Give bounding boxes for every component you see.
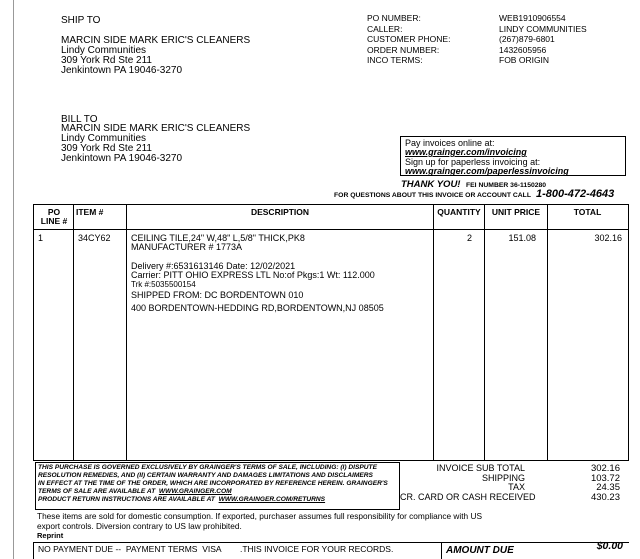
- description-line: 400 BORDENTOWN-HEDDING RD,BORDENTOWN,NJ 08505: [131, 302, 384, 313]
- customer-phone-label: CUSTOMER PHONE:: [367, 34, 451, 44]
- row-quantity: 2: [466, 233, 472, 243]
- col-rule: [433, 204, 434, 461]
- po-number-value: WEB1910906554: [499, 13, 566, 23]
- description-line: Trk #:5035500154: [131, 280, 196, 290]
- pay-invoices-box: [400, 136, 626, 176]
- col-rule: [73, 204, 74, 461]
- tax-value: 24.35: [596, 482, 620, 494]
- terms-line: [38, 488, 388, 496]
- ship-to-line: Jenkintown PA 19046-3270: [61, 65, 183, 76]
- description-line: Delivery #:6531613146 Date: 12/02/2021: [131, 260, 296, 271]
- col-header-description: DESCRIPTION: [250, 207, 310, 217]
- table-header-rule: [33, 229, 629, 230]
- paperless-text: Sign up for paperless invoicing at:: [405, 157, 541, 167]
- row-total: 302.16: [594, 233, 622, 243]
- footer-left-rule: [33, 542, 34, 559]
- col-rule: [484, 204, 485, 461]
- footer-divider: [441, 542, 442, 559]
- terms-line: THIS PURCHASE IS GOVERNED EXCLUSIVELY BY GRAINGER'S TERMS OF SALE, INCLUDING: (I) DISPUTE: [38, 464, 377, 471]
- order-number-value: 1432605956: [499, 44, 547, 55]
- row-unit-price: 151.08: [508, 233, 536, 243]
- questions-text: FOR QUESTIONS ABOUT THIS INVOICE OR ACCOUNT CALL: [334, 192, 531, 199]
- phone-number: 1-800-472-4643: [536, 188, 615, 200]
- export-note-line: These items are sold for domestic consumption. If exported, purchaser assumes full responsibility for compliance with US: [37, 511, 482, 521]
- subtotal-label: INVOICE SUB TOTAL: [436, 463, 525, 473]
- page-left-rule: [13, 0, 14, 559]
- ship-to-line: MARCIN SIDE MARK ERIC'S CLEANERS: [61, 35, 251, 46]
- col-rule: [126, 204, 127, 461]
- terms-of-sale-box: [35, 462, 400, 510]
- inco-terms-label: INCO TERMS:: [367, 55, 423, 65]
- tax-label: TAX: [508, 482, 525, 493]
- bill-to-address: [61, 124, 250, 164]
- col-header-total: TOTAL: [573, 207, 602, 217]
- ship-to-line: 309 York Rd Ste 211: [61, 55, 152, 66]
- terms-line: RESOLUTION REMEDIES, AND (II) CERTAIN WARRANTY AND DAMAGES LIMITATIONS AND DISCLAIMERS: [38, 472, 373, 479]
- order-info-labels: [367, 13, 450, 66]
- description-line: Carrier: PITT OHIO EXPRESS LTL No:of Pkgs:1 Wt: 112.000: [131, 269, 375, 280]
- thank-you-text: THANK YOU!: [401, 179, 461, 190]
- invoicing-link[interactable]: www.grainger.com/invoicing: [405, 147, 527, 157]
- cash-received-value: 430.23: [590, 491, 620, 503]
- order-info-values: [499, 13, 587, 66]
- terms-line: [38, 496, 388, 504]
- amount-due-value: $0.00: [596, 540, 623, 552]
- fei-number: FEI NUMBER 36-1150280: [466, 182, 547, 189]
- ship-to-line: Lindy Communities: [61, 45, 147, 56]
- row-description: [131, 234, 384, 313]
- reprint-label: Reprint: [37, 531, 64, 540]
- ship-to-heading: SHIP TO: [61, 15, 101, 26]
- inco-terms-value: FOB ORIGIN: [499, 55, 550, 65]
- col-header-item: ITEM #: [76, 207, 104, 217]
- payment-due-text: NO PAYMENT DUE -- PAYMENT TERMS VISA .THIS INVOICE FOR YOUR RECORDS.: [38, 544, 394, 554]
- paperless-link[interactable]: www.grainger.com/paperlessinvoicing: [405, 166, 569, 176]
- footer-rule: [33, 542, 629, 543]
- totals-values: [560, 464, 620, 502]
- grainger-terms-link[interactable]: WWW.GRAINGER.COM: [158, 488, 232, 495]
- bill-to-line: Jenkintown PA 19046-3270: [61, 153, 183, 164]
- row-po-line: 1: [38, 233, 44, 243]
- shipping-value: 103.72: [590, 472, 620, 484]
- row-item-number: 34CY62: [78, 233, 111, 243]
- ship-to-address: [61, 36, 250, 76]
- grainger-returns-link[interactable]: WWW.GRAINGER.COM/RETURNS: [218, 496, 326, 503]
- bill-to-line: Lindy Communities: [61, 133, 147, 144]
- export-note: [37, 512, 482, 531]
- amount-due-label: AMOUNT DUE: [446, 545, 514, 556]
- bill-to-heading: BILL TO: [61, 114, 98, 125]
- bill-to-line: 309 York Rd Ste 211: [61, 143, 152, 154]
- col-header-unit-price: UNIT PRICE: [491, 207, 541, 217]
- col-header-quantity: QUANTITY: [437, 207, 481, 217]
- description-line: MANUFACTURER # 1773A: [131, 242, 243, 253]
- bill-to-line: MARCIN SIDE MARK ERIC'S CLEANERS: [61, 123, 251, 134]
- caller-value: LINDY COMMUNITIES: [499, 23, 587, 34]
- po-number-label: PO NUMBER:: [367, 13, 421, 23]
- subtotal-value: 302.16: [590, 463, 620, 474]
- cash-received-label: CR. CARD OR CASH RECEIVED: [400, 491, 536, 502]
- description-line: CEILING TILE,24" W,48" L,5/8" THICK,PK8: [131, 233, 305, 243]
- returns-available-text: PRODUCT RETURN INSTRUCTIONS ARE AVAILABLE AT: [38, 496, 215, 503]
- pay-online-text: Pay invoices online at:: [405, 138, 495, 148]
- totals-labels: [400, 463, 536, 502]
- terms-available-text: TERMS OF SALE ARE AVAILABLE AT: [38, 488, 156, 495]
- caller-label: CALLER:: [367, 23, 403, 34]
- description-line: SHIPPED FROM: DC BORDENTOWN 010: [131, 290, 304, 301]
- export-note-line: export controls. Diversion contrary to US law prohibited.: [37, 520, 242, 531]
- customer-phone-value: (267)879-6801: [499, 34, 555, 44]
- shipping-label: SHIPPING: [481, 472, 525, 483]
- terms-line: IN EFFECT AT THE TIME OF THE ORDER, WHICH ARE INCORPORATED BY REFERENCE HEREIN. GRAINGER'S: [38, 480, 388, 487]
- order-number-label: ORDER NUMBER:: [367, 44, 440, 55]
- col-header-po-line: PO LINE #: [40, 207, 68, 226]
- col-rule: [547, 204, 548, 461]
